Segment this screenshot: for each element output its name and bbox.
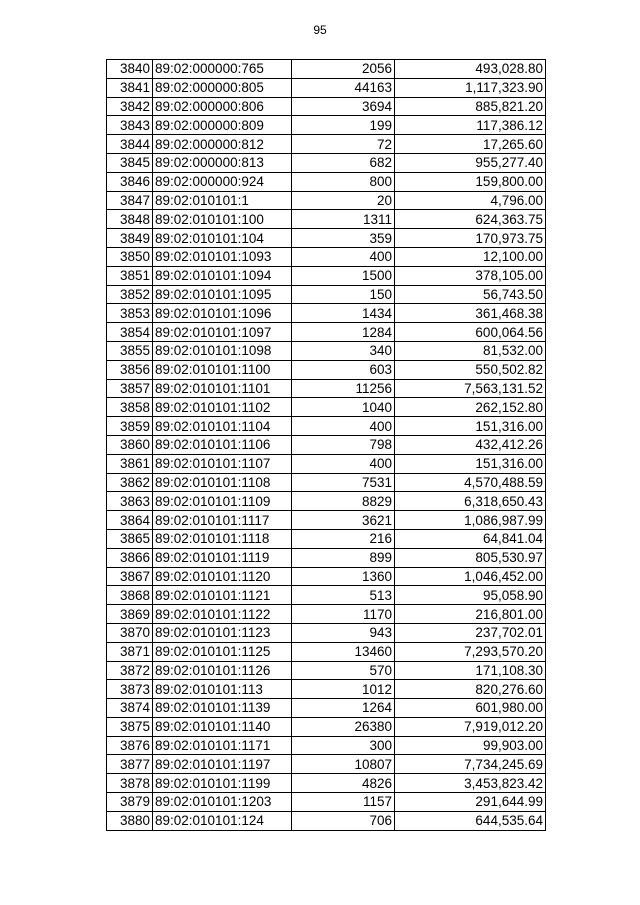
- registry-table: [106, 59, 546, 831]
- cadastral-value-cell: 7,293,570.20: [395, 642, 546, 661]
- table-row: [107, 417, 546, 436]
- cadastral-number-cell: 89:02:010101:1109: [153, 492, 292, 511]
- table-row: [107, 135, 546, 154]
- row-number-cell: 3876: [107, 736, 153, 755]
- cadastral-value-cell: 7,563,131.52: [395, 379, 546, 398]
- row-number-cell: 3868: [107, 586, 153, 605]
- area-value-cell: 706: [292, 811, 395, 830]
- cadastral-value-cell: 64,841.04: [395, 529, 546, 548]
- cadastral-value-cell: 117,386.12: [395, 116, 546, 135]
- area-value-cell: 1360: [292, 567, 395, 586]
- row-number-cell: 3855: [107, 341, 153, 360]
- cadastral-value-cell: 624,363.75: [395, 210, 546, 229]
- cadastral-value-cell: 7,734,245.69: [395, 755, 546, 774]
- registry-table-body: [107, 60, 546, 831]
- cadastral-value-cell: 216,801.00: [395, 605, 546, 624]
- row-number-cell: 3843: [107, 116, 153, 135]
- row-number-cell: 3861: [107, 454, 153, 473]
- table-row: [107, 736, 546, 755]
- cadastral-number-cell: 89:02:010101:104: [153, 229, 292, 248]
- cadastral-value-cell: 432,412.26: [395, 435, 546, 454]
- cadastral-number-cell: 89:02:010101:113: [153, 680, 292, 699]
- area-value-cell: 1157: [292, 793, 395, 812]
- cadastral-number-cell: 89:02:010101:1106: [153, 435, 292, 454]
- area-value-cell: 150: [292, 285, 395, 304]
- cadastral-value-cell: 805,530.97: [395, 548, 546, 567]
- area-value-cell: 400: [292, 454, 395, 473]
- area-value-cell: 513: [292, 586, 395, 605]
- table-row: [107, 210, 546, 229]
- row-number-cell: 3845: [107, 153, 153, 172]
- cadastral-number-cell: 89:02:000000:812: [153, 135, 292, 154]
- area-value-cell: 7531: [292, 473, 395, 492]
- cadastral-number-cell: 89:02:000000:809: [153, 116, 292, 135]
- area-value-cell: 1264: [292, 699, 395, 718]
- row-number-cell: 3857: [107, 379, 153, 398]
- cadastral-value-cell: 170,973.75: [395, 229, 546, 248]
- area-value-cell: 10807: [292, 755, 395, 774]
- row-number-cell: 3847: [107, 191, 153, 210]
- table-row: [107, 680, 546, 699]
- row-number-cell: 3871: [107, 642, 153, 661]
- cadastral-number-cell: 89:02:010101:1123: [153, 623, 292, 642]
- row-number-cell: 3863: [107, 492, 153, 511]
- cadastral-number-cell: 89:02:010101:1096: [153, 304, 292, 323]
- row-number-cell: 3864: [107, 511, 153, 530]
- row-number-cell: 3865: [107, 529, 153, 548]
- table-row: [107, 247, 546, 266]
- cadastral-value-cell: 600,064.56: [395, 323, 546, 342]
- area-value-cell: 682: [292, 153, 395, 172]
- cadastral-value-cell: 81,532.00: [395, 341, 546, 360]
- cadastral-value-cell: 361,468.38: [395, 304, 546, 323]
- cadastral-number-cell: 89:02:010101:1199: [153, 774, 292, 793]
- row-number-cell: 3874: [107, 699, 153, 718]
- row-number-cell: 3860: [107, 435, 153, 454]
- table-row: [107, 605, 546, 624]
- area-value-cell: 1311: [292, 210, 395, 229]
- cadastral-number-cell: 89:02:010101:1171: [153, 736, 292, 755]
- table-row: [107, 699, 546, 718]
- cadastral-number-cell: 89:02:010101:1117: [153, 511, 292, 530]
- cadastral-value-cell: 159,800.00: [395, 172, 546, 191]
- row-number-cell: 3848: [107, 210, 153, 229]
- area-value-cell: 340: [292, 341, 395, 360]
- table-row: [107, 191, 546, 210]
- area-value-cell: 44163: [292, 78, 395, 97]
- cadastral-number-cell: 89:02:010101:1118: [153, 529, 292, 548]
- row-number-cell: 3869: [107, 605, 153, 624]
- row-number-cell: 3879: [107, 793, 153, 812]
- cadastral-number-cell: 89:02:010101:1104: [153, 417, 292, 436]
- table-row: [107, 435, 546, 454]
- cadastral-number-cell: 89:02:010101:1203: [153, 793, 292, 812]
- cadastral-number-cell: 89:02:010101:1122: [153, 605, 292, 624]
- table-row: [107, 811, 546, 830]
- table-row: [107, 661, 546, 680]
- area-value-cell: 603: [292, 360, 395, 379]
- cadastral-value-cell: 3,453,823.42: [395, 774, 546, 793]
- row-number-cell: 3844: [107, 135, 153, 154]
- area-value-cell: 72: [292, 135, 395, 154]
- table-row: [107, 454, 546, 473]
- cadastral-value-cell: 955,277.40: [395, 153, 546, 172]
- row-number-cell: 3852: [107, 285, 153, 304]
- cadastral-number-cell: 89:02:010101:1120: [153, 567, 292, 586]
- area-value-cell: 899: [292, 548, 395, 567]
- cadastral-number-cell: 89:02:010101:1121: [153, 586, 292, 605]
- row-number-cell: 3849: [107, 229, 153, 248]
- table-row: [107, 341, 546, 360]
- area-value-cell: 216: [292, 529, 395, 548]
- table-row: [107, 153, 546, 172]
- area-value-cell: 1040: [292, 398, 395, 417]
- table-row: [107, 529, 546, 548]
- cadastral-number-cell: 89:02:000000:805: [153, 78, 292, 97]
- table-row: [107, 285, 546, 304]
- cadastral-number-cell: 89:02:010101:1100: [153, 360, 292, 379]
- cadastral-number-cell: 89:02:010101:1108: [153, 473, 292, 492]
- table-row: [107, 717, 546, 736]
- table-row: [107, 97, 546, 116]
- cadastral-value-cell: 151,316.00: [395, 454, 546, 473]
- table-row: [107, 755, 546, 774]
- area-value-cell: 2056: [292, 60, 395, 79]
- area-value-cell: 943: [292, 623, 395, 642]
- row-number-cell: 3858: [107, 398, 153, 417]
- area-value-cell: 570: [292, 661, 395, 680]
- table-row: [107, 266, 546, 285]
- area-value-cell: 1434: [292, 304, 395, 323]
- cadastral-value-cell: 378,105.00: [395, 266, 546, 285]
- row-number-cell: 3851: [107, 266, 153, 285]
- table-row: [107, 548, 546, 567]
- table-row: [107, 642, 546, 661]
- table-row: [107, 172, 546, 191]
- area-value-cell: 798: [292, 435, 395, 454]
- cadastral-number-cell: 89:02:010101:100: [153, 210, 292, 229]
- cadastral-number-cell: 89:02:000000:806: [153, 97, 292, 116]
- cadastral-number-cell: 89:02:010101:1126: [153, 661, 292, 680]
- cadastral-value-cell: 1,046,452.00: [395, 567, 546, 586]
- table-row: [107, 304, 546, 323]
- table-row: [107, 567, 546, 586]
- row-number-cell: 3862: [107, 473, 153, 492]
- cadastral-value-cell: 237,702.01: [395, 623, 546, 642]
- cadastral-value-cell: 99,903.00: [395, 736, 546, 755]
- table-row: [107, 398, 546, 417]
- cadastral-value-cell: 95,058.90: [395, 586, 546, 605]
- cadastral-value-cell: 644,535.64: [395, 811, 546, 830]
- cadastral-value-cell: 550,502.82: [395, 360, 546, 379]
- area-value-cell: 3621: [292, 511, 395, 530]
- table-row: [107, 774, 546, 793]
- row-number-cell: 3850: [107, 247, 153, 266]
- area-value-cell: 400: [292, 247, 395, 266]
- row-number-cell: 3841: [107, 78, 153, 97]
- row-number-cell: 3842: [107, 97, 153, 116]
- row-number-cell: 3877: [107, 755, 153, 774]
- cadastral-number-cell: 89:02:010101:1098: [153, 341, 292, 360]
- table-row: [107, 511, 546, 530]
- cadastral-value-cell: 151,316.00: [395, 417, 546, 436]
- area-value-cell: 199: [292, 116, 395, 135]
- cadastral-value-cell: 7,919,012.20: [395, 717, 546, 736]
- table-row: [107, 793, 546, 812]
- cadastral-value-cell: 1,117,323.90: [395, 78, 546, 97]
- cadastral-value-cell: 820,276.60: [395, 680, 546, 699]
- cadastral-number-cell: 89:02:010101:1094: [153, 266, 292, 285]
- cadastral-value-cell: 601,980.00: [395, 699, 546, 718]
- row-number-cell: 3859: [107, 417, 153, 436]
- row-number-cell: 3873: [107, 680, 153, 699]
- table-row: [107, 78, 546, 97]
- cadastral-number-cell: 89:02:010101:124: [153, 811, 292, 830]
- cadastral-value-cell: 493,028.80: [395, 60, 546, 79]
- cadastral-value-cell: 4,570,488.59: [395, 473, 546, 492]
- area-value-cell: 800: [292, 172, 395, 191]
- area-value-cell: 1170: [292, 605, 395, 624]
- table-row: [107, 323, 546, 342]
- table-row: [107, 492, 546, 511]
- cadastral-value-cell: 4,796.00: [395, 191, 546, 210]
- cadastral-number-cell: 89:02:010101:1107: [153, 454, 292, 473]
- cadastral-number-cell: 89:02:010101:1197: [153, 755, 292, 774]
- cadastral-value-cell: 171,108.30: [395, 661, 546, 680]
- row-number-cell: 3875: [107, 717, 153, 736]
- row-number-cell: 3853: [107, 304, 153, 323]
- area-value-cell: 8829: [292, 492, 395, 511]
- area-value-cell: 359: [292, 229, 395, 248]
- cadastral-value-cell: 1,086,987.99: [395, 511, 546, 530]
- cadastral-number-cell: 89:02:010101:1093: [153, 247, 292, 266]
- row-number-cell: 3867: [107, 567, 153, 586]
- cadastral-number-cell: 89:02:010101:1: [153, 191, 292, 210]
- area-value-cell: 20: [292, 191, 395, 210]
- cadastral-value-cell: 17,265.60: [395, 135, 546, 154]
- cadastral-value-cell: 885,821.20: [395, 97, 546, 116]
- area-value-cell: 1012: [292, 680, 395, 699]
- table-row: [107, 379, 546, 398]
- cadastral-number-cell: 89:02:010101:1139: [153, 699, 292, 718]
- table-row: [107, 116, 546, 135]
- table-row: [107, 623, 546, 642]
- row-number-cell: 3854: [107, 323, 153, 342]
- row-number-cell: 3878: [107, 774, 153, 793]
- cadastral-number-cell: 89:02:000000:813: [153, 153, 292, 172]
- cadastral-number-cell: 89:02:010101:1101: [153, 379, 292, 398]
- cadastral-value-cell: 56,743.50: [395, 285, 546, 304]
- area-value-cell: 26380: [292, 717, 395, 736]
- table-row: [107, 229, 546, 248]
- area-value-cell: 1500: [292, 266, 395, 285]
- row-number-cell: 3846: [107, 172, 153, 191]
- table-row: [107, 473, 546, 492]
- cadastral-number-cell: 89:02:010101:1119: [153, 548, 292, 567]
- row-number-cell: 3840: [107, 60, 153, 79]
- cadastral-value-cell: 291,644.99: [395, 793, 546, 812]
- row-number-cell: 3880: [107, 811, 153, 830]
- table-row: [107, 60, 546, 79]
- cadastral-number-cell: 89:02:010101:1095: [153, 285, 292, 304]
- area-value-cell: 13460: [292, 642, 395, 661]
- area-value-cell: 11256: [292, 379, 395, 398]
- cadastral-value-cell: 12,100.00: [395, 247, 546, 266]
- cadastral-number-cell: 89:02:000000:765: [153, 60, 292, 79]
- area-value-cell: 400: [292, 417, 395, 436]
- area-value-cell: 1284: [292, 323, 395, 342]
- row-number-cell: 3866: [107, 548, 153, 567]
- area-value-cell: 4826: [292, 774, 395, 793]
- cadastral-value-cell: 262,152.80: [395, 398, 546, 417]
- row-number-cell: 3856: [107, 360, 153, 379]
- area-value-cell: 300: [292, 736, 395, 755]
- table-row: [107, 586, 546, 605]
- cadastral-number-cell: 89:02:010101:1102: [153, 398, 292, 417]
- row-number-cell: 3872: [107, 661, 153, 680]
- row-number-cell: 3870: [107, 623, 153, 642]
- area-value-cell: 3694: [292, 97, 395, 116]
- cadastral-number-cell: 89:02:010101:1097: [153, 323, 292, 342]
- cadastral-number-cell: 89:02:010101:1125: [153, 642, 292, 661]
- cadastral-number-cell: 89:02:000000:924: [153, 172, 292, 191]
- page-number: 95: [313, 23, 327, 37]
- cadastral-number-cell: 89:02:010101:1140: [153, 717, 292, 736]
- table-row: [107, 360, 546, 379]
- cadastral-value-cell: 6,318,650.43: [395, 492, 546, 511]
